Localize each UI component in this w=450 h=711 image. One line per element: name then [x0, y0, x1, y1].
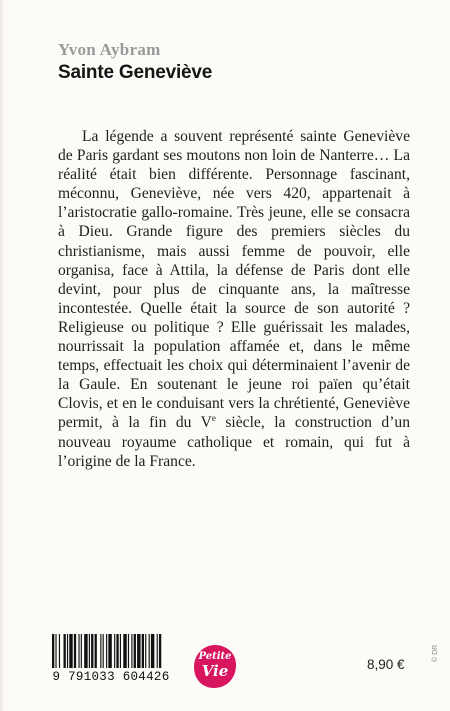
- barcode-bar: [81, 634, 82, 668]
- barcode-bar: [134, 634, 136, 668]
- century-superscript: e: [211, 413, 216, 424]
- barcode-bar: [59, 634, 60, 668]
- logo-line-petite: Petite: [198, 651, 232, 662]
- barcode-bar: [89, 634, 90, 668]
- barcode-bar: [67, 634, 68, 668]
- barcode-bar: [149, 634, 150, 668]
- barcode-bar: [131, 634, 132, 668]
- barcode-bar: [78, 634, 79, 668]
- barcode-bar: [100, 634, 101, 668]
- barcode-bar: [64, 634, 66, 668]
- barcode-bar: [114, 634, 115, 668]
- barcode-bar: [128, 634, 129, 668]
- photo-credit: © DR: [432, 644, 439, 662]
- isbn-number: 9 791033 604426: [52, 670, 170, 684]
- summary-paragraph: [58, 127, 410, 471]
- logo-line-vie: Vie: [201, 662, 229, 680]
- summary-text-end: siècle, la construction d’un nouveau royaume catholique et romain, qui fut à l’origine de la France.: [58, 414, 410, 470]
- barcode-bar: [84, 634, 87, 668]
- barcode-bar: [108, 634, 111, 668]
- barcode: [46, 634, 176, 684]
- barcode-bar: [145, 634, 146, 668]
- logo-text: [191, 650, 239, 678]
- barcode-bar: [103, 634, 104, 668]
- barcode-bar: [151, 634, 154, 668]
- barcode-bar: [69, 634, 72, 668]
- barcode-bar: [106, 634, 107, 668]
- barcode-bar: [159, 634, 161, 668]
- barcode-bar: [95, 634, 97, 668]
- barcode-bar: [137, 634, 140, 668]
- barcode-bar: [55, 634, 56, 668]
- barcode-bar: [157, 634, 158, 668]
- author-name: Yvon Aybram: [58, 40, 161, 59]
- summary-text-main: La légende a souvent représenté sainte Geneviève de Paris gardant ses moutons non loin de Nanterre… La réalité était bien différente. Personnage fascinant, méconnu, Geneviève, née vers 420, appartenait à l’aristocratie gallo-romaine. Très jeune, elle se consacra à Dieu. Grande figure des premiers siècles du christianisme, mais aussi femme de pouvoir, elle organisa, face à Attila, la défense de Paris dont elle devint, pour plus de cinquante ans, la maîtresse incontestée. Quelle était la source de son autorité ? Religieuse ou politique ? Elle guérissait les malades, nourrissait la population affamée et, dans le même temps, effectuait les choix qui déterminaient l’avenir de la Gaule. En soutenant le jeune roi païen qu’était Clovis, et en le conduisant vers la chrétienté, Geneviève permit, à la fin du V: [58, 128, 410, 432]
- book-title: Sainte Geneviève: [58, 62, 213, 83]
- barcode-bar: [74, 634, 76, 668]
- barcode-bar: [120, 634, 121, 668]
- barcode-bar: [116, 634, 118, 668]
- barcode-bar: [52, 634, 54, 668]
- barcode-bar: [91, 634, 93, 668]
- price-label: 8,90 €: [367, 657, 405, 672]
- barcode-bar: [123, 634, 126, 668]
- back-cover-summary: [58, 127, 410, 471]
- cover-edge: [0, 0, 4, 711]
- barcode-bars: [46, 634, 176, 672]
- barcode-bar: [142, 634, 144, 668]
- petite-vie-logo: [191, 643, 239, 691]
